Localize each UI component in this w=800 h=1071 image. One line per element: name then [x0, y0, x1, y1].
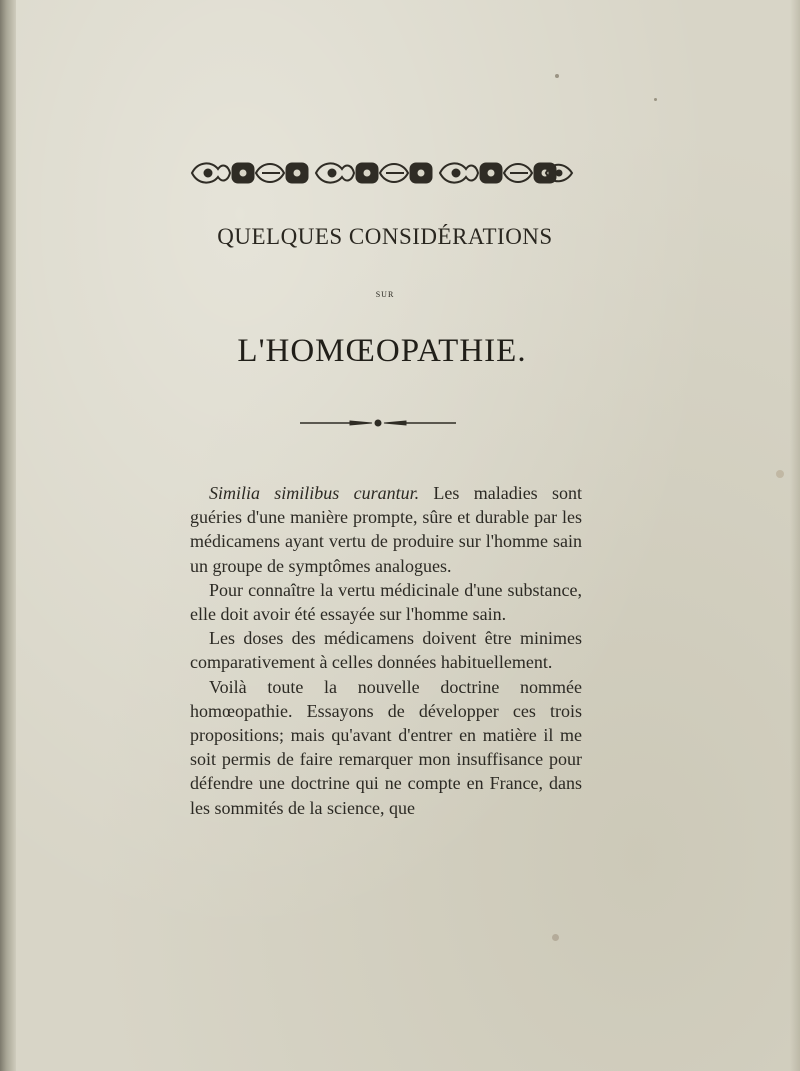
page-edge-shadow: [790, 0, 800, 1071]
paragraph-4: Voilà toute la nouvelle doctrine nommée homœopathie. Essayons de développer ces trois propositions; mais qu'avant d'entrer en matière il me soit permis de faire remarquer mon insuffisance pour défendre une doctrine qui ne compte en France, dans les sommités de la science, que: [190, 676, 582, 818]
paper-speck: [552, 934, 559, 941]
paper-speck: [776, 470, 784, 478]
paper-speck: [654, 98, 657, 101]
paragraph-1: [190, 481, 582, 578]
page-title: QUELQUES CONSIDÉRATIONS: [217, 224, 553, 249]
title-connector: SUR: [375, 290, 395, 299]
ornament-unit-icon: [192, 163, 308, 183]
page-subject: L'HOMŒOPATHIE.: [237, 333, 527, 369]
paragraph-2: Pour connaître la vertu médicinale d'une substance, elle doit avoir été essayée sur l'homme sain.: [190, 579, 582, 625]
body-text: [190, 481, 582, 820]
paragraph-3: Les doses des médicamens doivent être minimes comparativement à celles données habituellement.: [190, 628, 582, 673]
double-rule-divider-icon: [298, 415, 458, 431]
paragraph-1-text: Les maladies sont guéries d'une manière prompte, sûre et durable par les médicamens ayant vertu de produire sur l'homme sain un groupe de symptômes analogues.: [190, 483, 582, 576]
page-spine-shadow: [0, 0, 16, 1071]
floral-band-ornament-icon: [188, 155, 574, 191]
latin-maxim: Similia similibus curantur.: [209, 483, 420, 503]
paper-speck: [555, 74, 559, 78]
